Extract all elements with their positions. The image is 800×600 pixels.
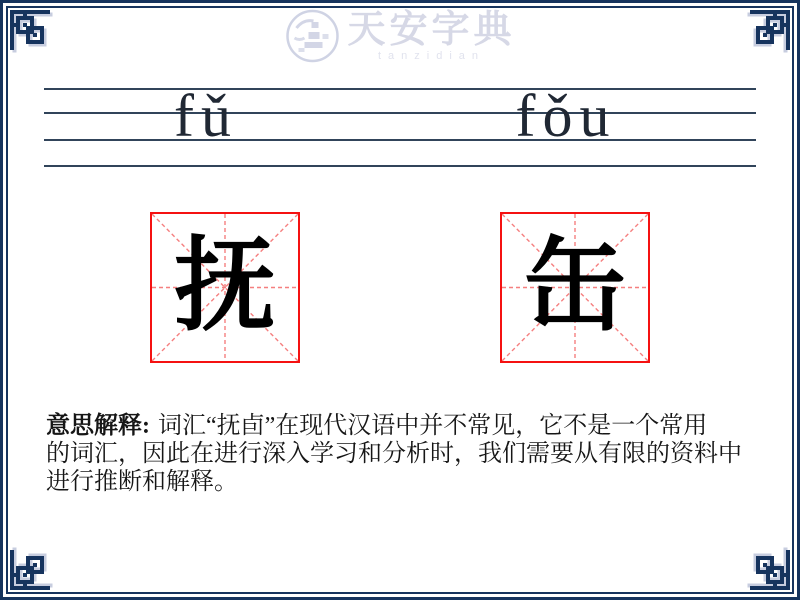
site-logo[interactable] [284, 8, 515, 64]
pinyin-guideline-3 [44, 139, 756, 141]
logo-text [347, 10, 515, 62]
brand-subtitle: tanzidian [377, 49, 486, 62]
brand-title: 天安字典 [347, 9, 516, 52]
seal-globe-icon [284, 8, 340, 64]
fret-corner-ornament-icon [10, 544, 56, 590]
pinyin-first: fǔ [174, 83, 238, 149]
pinyin-guideline-4 [44, 165, 756, 167]
pinyin-guideline-1 [44, 88, 756, 90]
fret-corner-ornament-icon [744, 544, 790, 590]
character-box-first [150, 212, 300, 363]
definition-text: 词汇“抚卣”在现代汉语中并不常见，它不是一个常用 [158, 413, 708, 439]
definition-label: 意思解释: [46, 413, 150, 439]
hanzi-first: 抚 [174, 230, 276, 344]
definition-line: 的词汇，因此在进行深入学习和分析时，我们需要从有限的资料中 [46, 441, 742, 467]
pinyin-second: fǒu [515, 83, 617, 149]
character-box-second [500, 212, 650, 363]
definition-paragraph [46, 412, 762, 496]
definition-line [46, 412, 762, 440]
hanzi-second: 缶 [524, 230, 626, 344]
fret-corner-ornament-icon [744, 10, 790, 56]
fret-corner-ornament-icon [10, 10, 56, 56]
pinyin-guideline-2 [44, 112, 756, 114]
inner-frame-border [6, 6, 794, 594]
definition-line: 进行推断和解释。 [46, 469, 238, 495]
